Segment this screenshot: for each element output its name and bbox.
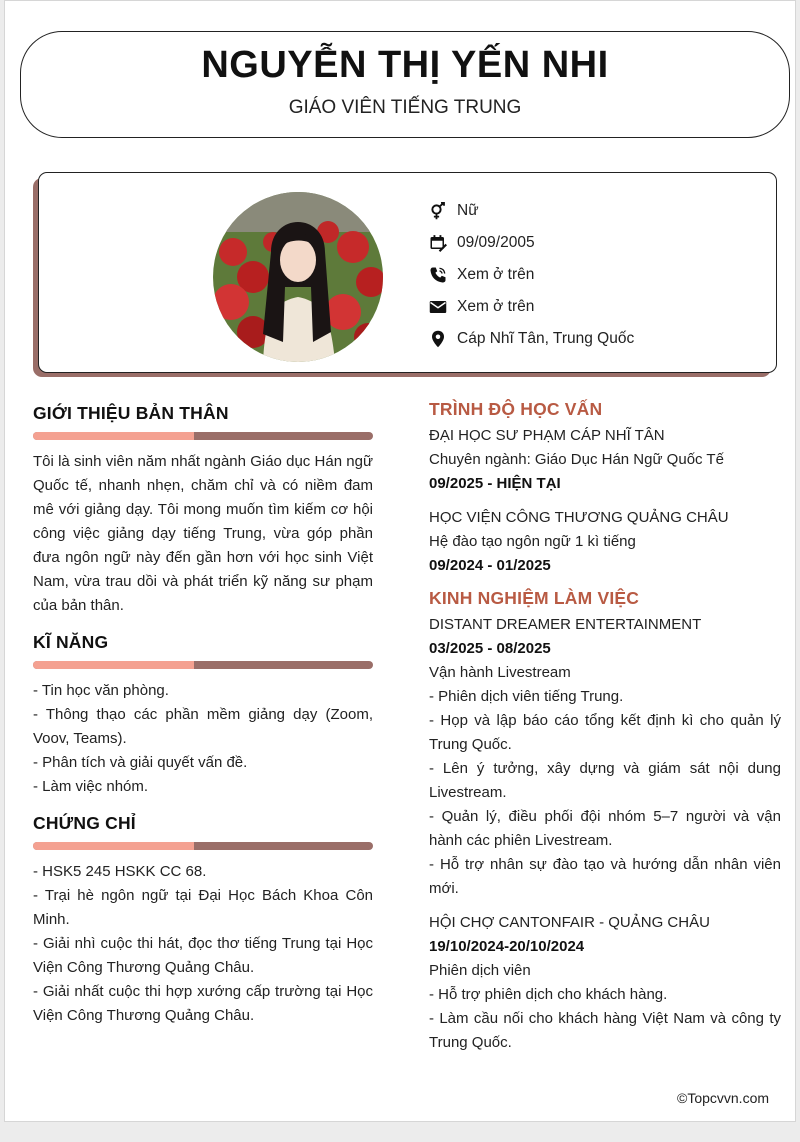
experience-section	[429, 588, 781, 1055]
certificate-item: - HSK5 245 HSKK CC 68.	[33, 863, 207, 880]
education-section	[429, 399, 781, 578]
education-entry	[429, 506, 781, 578]
school-name: ĐẠI HỌC SƯ PHẠM CÁP NHĨ TÂN	[429, 427, 665, 444]
contact-phone	[429, 259, 634, 291]
company-name: DISTANT DREAMER ENTERTAINMENT	[429, 616, 702, 633]
skill-item: - Phân tích và giải quyết vấn đề.	[33, 754, 248, 771]
calendar-icon	[429, 234, 447, 252]
copyright: ©Topcvvn.com	[677, 1090, 770, 1106]
certificate-item: - Giải nhì cuộc thi hát, đọc thơ tiếng Trung tại Học Viện Công Thương Quảng Châu.	[33, 935, 373, 976]
about-text: Tôi là sinh viên năm nhất ngành Giáo dục Hán ngữ Quốc tế, nhanh nhẹn, chăm chỉ và có niềm đam mê với giảng dạy. Tôi mong muốn tìm kiếm cơ hội công việc giảng dạy tiếng Trung, vừa góp phần đưa ngôn ngữ này đến gần hơn với học sinh Việt Nam, vừa trau dồi và phát triển kỹ năng sư phạm của bản thân.	[33, 453, 373, 614]
location-icon	[429, 330, 447, 348]
gender-icon	[429, 202, 447, 220]
contact-birthday	[429, 227, 634, 259]
job-duty: - Lên ý tưởng, xây dựng và giám sát nội dung Livestream.	[429, 760, 781, 801]
school-detail: Hệ đào tạo ngôn ngữ 1 kì tiếng	[429, 533, 636, 550]
experience-entry	[429, 911, 781, 1055]
full-name: NGUYỄN THỊ YẾN NHI	[201, 44, 609, 86]
email-value: Xem ở trên	[457, 298, 535, 315]
contact-email	[429, 291, 634, 323]
certificates-section	[33, 813, 373, 1028]
about-section	[33, 403, 373, 618]
job-duty: - Họp và lập báo cáo tổng kết định kì cho quản lý Trung Quốc.	[429, 712, 781, 753]
experience-title: KINH NGHIỆM LÀM VIỆC	[429, 588, 640, 608]
skill-item: - Làm việc nhóm.	[33, 778, 149, 795]
job-duty: - Phiên dịch viên tiếng Trung.	[429, 688, 624, 705]
certificate-item: - Trại hè ngôn ngữ tại Đại Học Bách Khoa Côn Minh.	[33, 887, 373, 928]
job-period: 19/10/2024-20/10/2024	[429, 938, 585, 955]
job-period: 03/2025 - 08/2025	[429, 640, 551, 657]
job-duty: - Làm cầu nối cho khách hàng Việt Nam và công ty Trung Quốc.	[429, 1010, 781, 1051]
skill-item: - Tin học văn phòng.	[33, 682, 169, 699]
gender-value: Nữ	[457, 202, 479, 219]
school-period: 09/2024 - 01/2025	[429, 557, 551, 574]
email-icon	[429, 298, 447, 316]
education-title: TRÌNH ĐỘ HỌC VẤN	[429, 399, 603, 419]
right-column	[429, 399, 781, 1055]
job-duty: - Hỗ trợ phiên dịch cho khách hàng.	[429, 986, 668, 1003]
info-card	[38, 172, 777, 373]
certificate-item: - Giải nhất cuộc thi hợp xướng cấp trường tại Học Viện Công Thương Quảng Châu.	[33, 983, 373, 1024]
school-detail: Chuyên ngành: Giáo Dục Hán Ngữ Quốc Tế	[429, 451, 724, 468]
job-position: Phiên dịch viên	[429, 962, 531, 979]
left-column	[33, 403, 373, 1028]
section-divider	[33, 432, 373, 440]
certificates-title: CHỨNG CHỈ	[33, 813, 136, 833]
section-divider	[33, 842, 373, 850]
job-title: GIÁO VIÊN TIẾNG TRUNG	[288, 97, 522, 118]
about-title: GIỚI THIỆU BẢN THÂN	[33, 403, 229, 423]
job-duty: - Quản lý, điều phối đội nhóm 5–7 người và vận hành các phiên Livestream.	[429, 808, 781, 849]
address-value: Cáp Nhĩ Tân, Trung Quốc	[457, 330, 635, 347]
phone-value: Xem ở trên	[457, 266, 535, 283]
job-duty: - Hỗ trợ nhân sự đào tạo và hướng dẫn nhân viên mới.	[429, 856, 781, 897]
school-name: HỌC VIỆN CÔNG THƯƠNG QUẢNG CHÂU	[429, 509, 729, 526]
phone-icon	[429, 266, 447, 284]
skills-title: KĨ NĂNG	[33, 632, 109, 652]
skills-section	[33, 632, 373, 799]
school-period: 09/2025 - HIỆN TẠI	[429, 475, 561, 492]
cv-header	[20, 31, 790, 138]
job-position: Vận hành Livestream	[429, 664, 571, 681]
skill-item: - Thông thạo các phần mềm giảng dạy (Zoom, Voov, Teams).	[33, 706, 373, 747]
contact-list	[429, 195, 634, 355]
section-divider	[33, 661, 373, 669]
contact-address	[429, 323, 634, 355]
education-entry	[429, 424, 781, 496]
cv-page	[4, 0, 796, 1122]
contact-gender	[429, 195, 634, 227]
avatar	[213, 192, 383, 362]
experience-entry	[429, 613, 781, 901]
birthday-value: 09/09/2005	[457, 234, 535, 251]
company-name: HỘI CHỢ CANTONFAIR - QUẢNG CHÂU	[429, 914, 710, 931]
